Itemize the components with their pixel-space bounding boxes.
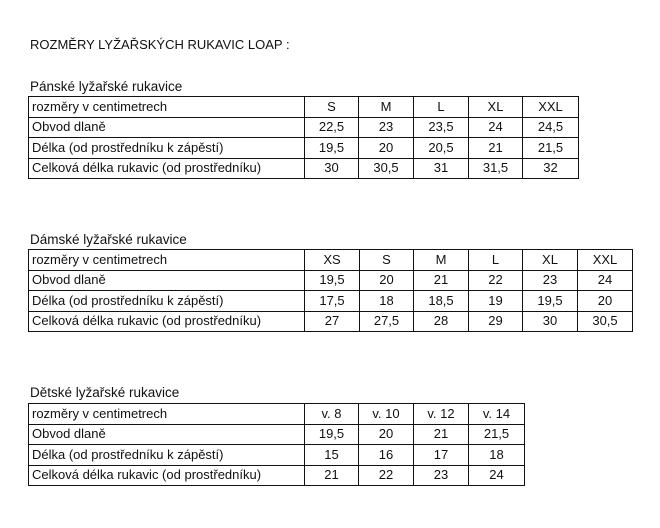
- table-header-row: [29, 250, 633, 271]
- table-row: [29, 117, 579, 138]
- size-header: v. 14: [469, 404, 525, 425]
- table-header-row: [29, 97, 579, 118]
- size-header: XXL: [523, 97, 579, 118]
- table-cell: 15: [305, 445, 359, 466]
- table-cell: 20,5: [414, 138, 469, 159]
- table-cell: 23: [523, 270, 578, 291]
- table-cell: 27,5: [360, 311, 414, 332]
- table-cell: 19: [469, 291, 523, 312]
- table-cell: 22: [469, 270, 523, 291]
- table-cell: 30: [523, 311, 578, 332]
- table-cell: 32: [523, 158, 579, 179]
- table-cell: 29: [469, 311, 523, 332]
- table-cell: 24: [469, 117, 523, 138]
- size-header: XL: [469, 97, 523, 118]
- men-size-table: [28, 96, 579, 179]
- women-size-table: [28, 249, 633, 332]
- row-label: Délka (od prostředníku k zápěstí): [29, 138, 305, 159]
- table-cell: 19,5: [305, 138, 359, 159]
- row-label: Délka (od prostředníku k zápěstí): [29, 445, 305, 466]
- table-cell: 24,5: [523, 117, 579, 138]
- table-cell: 21: [469, 138, 523, 159]
- women-section-title: Dámské lyžařské rukavice: [30, 232, 187, 247]
- table-cell: 18: [469, 445, 525, 466]
- table-cell: 19,5: [523, 291, 578, 312]
- table-cell: 24: [578, 270, 633, 291]
- size-header: S: [305, 97, 359, 118]
- row-label: Obvod dlaně: [29, 424, 305, 445]
- row-label: Celková délka rukavic (od prostředníku): [29, 465, 305, 486]
- table-cell: 20: [578, 291, 633, 312]
- row-label: Obvod dlaně: [29, 117, 305, 138]
- table-cell: 20: [359, 424, 414, 445]
- table-cell: 22: [359, 465, 414, 486]
- table-cell: 18,5: [414, 291, 469, 312]
- table-cell: 30,5: [359, 158, 414, 179]
- table-row: [29, 465, 525, 486]
- size-header: v. 12: [414, 404, 469, 425]
- table-cell: 19,5: [305, 424, 359, 445]
- table-cell: 31: [414, 158, 469, 179]
- table-cell: 22,5: [305, 117, 359, 138]
- size-header: S: [360, 250, 414, 271]
- table-row: [29, 445, 525, 466]
- table-row: [29, 291, 633, 312]
- table-cell: 30,5: [578, 311, 633, 332]
- table-cell: 17,5: [305, 291, 360, 312]
- table-cell: 20: [360, 270, 414, 291]
- table-row: [29, 138, 579, 159]
- size-header: M: [414, 250, 469, 271]
- table-row: [29, 311, 633, 332]
- table-cell: 17: [414, 445, 469, 466]
- size-header: XS: [305, 250, 360, 271]
- table-cell: 24: [469, 465, 525, 486]
- table-cell: 21,5: [523, 138, 579, 159]
- table-cell: 31,5: [469, 158, 523, 179]
- size-header: M: [359, 97, 414, 118]
- table-row: [29, 158, 579, 179]
- table-row: [29, 424, 525, 445]
- row-label: Celková délka rukavic (od prostředníku): [29, 158, 305, 179]
- size-header: XL: [523, 250, 578, 271]
- header-label: rozměry v centimetrech: [29, 97, 305, 118]
- row-label: Celková délka rukavic (od prostředníku): [29, 311, 305, 332]
- row-label: Délka (od prostředníku k zápěstí): [29, 291, 305, 312]
- size-header: v. 10: [359, 404, 414, 425]
- table-cell: 16: [359, 445, 414, 466]
- table-cell: 23: [414, 465, 469, 486]
- table-cell: 19,5: [305, 270, 360, 291]
- header-label: rozměry v centimetrech: [29, 250, 305, 271]
- document-title: ROZMĚRY LYŽAŘSKÝCH RUKAVIC LOAP :: [30, 37, 290, 52]
- table-cell: 18: [360, 291, 414, 312]
- size-header: XXL: [578, 250, 633, 271]
- table-cell: 28: [414, 311, 469, 332]
- table-cell: 21: [305, 465, 359, 486]
- table-cell: 21: [414, 270, 469, 291]
- men-section-title: Pánské lyžařské rukavice: [30, 79, 183, 94]
- table-row: [29, 270, 633, 291]
- table-cell: 30: [305, 158, 359, 179]
- size-header: L: [414, 97, 469, 118]
- size-header: L: [469, 250, 523, 271]
- size-header: v. 8: [305, 404, 359, 425]
- table-cell: 20: [359, 138, 414, 159]
- header-label: rozměry v centimetrech: [29, 404, 305, 425]
- table-cell: 23: [359, 117, 414, 138]
- table-header-row: [29, 404, 525, 425]
- table-cell: 21,5: [469, 424, 525, 445]
- table-cell: 23,5: [414, 117, 469, 138]
- table-cell: 21: [414, 424, 469, 445]
- row-label: Obvod dlaně: [29, 270, 305, 291]
- kids-section-title: Dětské lyžařské rukavice: [30, 385, 180, 400]
- kids-size-table: [28, 403, 525, 486]
- table-cell: 27: [305, 311, 360, 332]
